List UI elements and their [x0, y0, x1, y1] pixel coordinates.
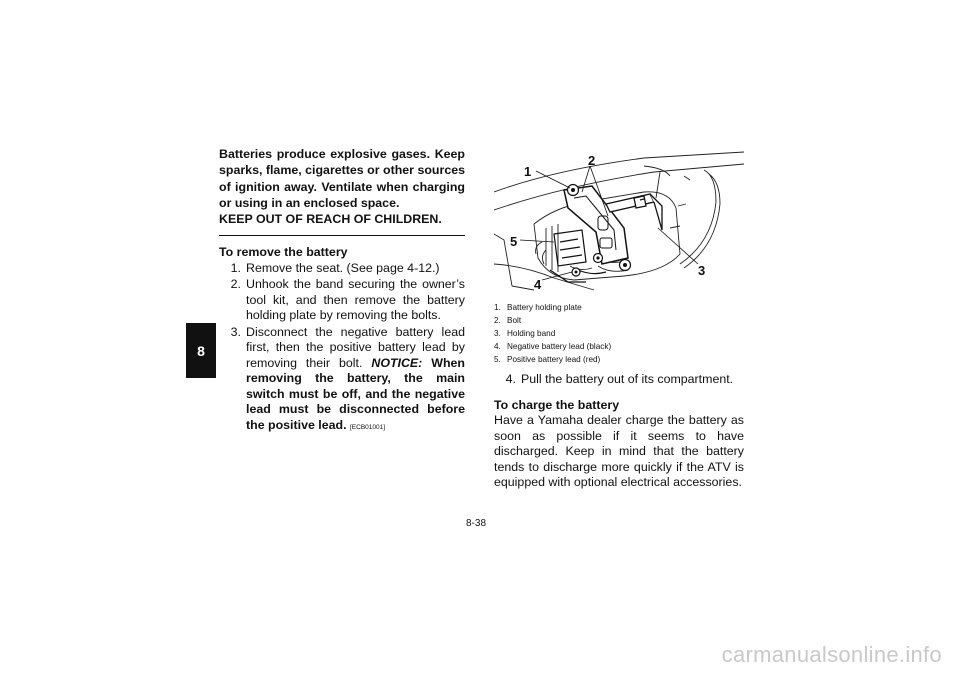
figure-label-3: 3 — [698, 263, 706, 278]
step-number: 3. — [230, 324, 241, 339]
page-number: 8-38 — [466, 518, 487, 529]
battery-figure — [494, 146, 744, 293]
step-item — [219, 277, 465, 324]
charge-battery-body: Have a Yamaha dealer charge the battery as soon as possible if it seems to have discharged. Keep in mind that the battery tends to discharge more quickly if the ATV is equipped with optional electrical accessories. — [494, 413, 744, 489]
callout-number: 2. — [494, 316, 501, 325]
callout-text: Holding band — [507, 329, 556, 338]
notice-label: NOTICE: — [371, 355, 423, 370]
battery-illustration — [494, 146, 744, 293]
step-number: 1. — [230, 260, 241, 275]
callout-item — [494, 353, 744, 366]
callout-number: 5. — [494, 355, 501, 364]
callout-item — [494, 314, 744, 327]
step-text: Pull the battery out of its compartment. — [521, 372, 734, 386]
step-number: 2. — [230, 277, 241, 292]
callout-text: Negative battery lead (black) — [507, 342, 612, 351]
warning-paragraph: Batteries produce explosive gases. Keep sparks, flame, cigarettes or other sources of ignition away. Ventilate when charging or using in an enclosed space. — [219, 147, 465, 210]
callout-item — [494, 327, 744, 340]
figure-label-5: 5 — [510, 234, 518, 249]
watermark-link[interactable]: carmanualsonline.info — [721, 642, 942, 667]
step-number: 4. — [505, 372, 516, 386]
notice-code: [ECB01001] — [349, 423, 386, 431]
left-column — [219, 146, 465, 436]
callout-number: 3. — [494, 329, 501, 338]
callout-number: 4. — [494, 342, 501, 351]
chapter-tab — [186, 323, 216, 378]
remove-battery-heading: To remove the battery — [219, 245, 348, 260]
step-text-with-notice — [246, 325, 465, 436]
figure-label-1: 1 — [524, 164, 532, 179]
figure-label-4: 4 — [534, 277, 542, 292]
callout-item — [494, 340, 744, 353]
warning-block — [219, 146, 465, 227]
callout-number: 1. — [494, 303, 501, 312]
callout-text: Positive battery lead (red) — [507, 355, 601, 364]
step-item — [219, 325, 465, 436]
step-text: Disconnect the negative battery lead first, then the positive battery lead by removing their bolt. — [246, 324, 465, 370]
chapter-tab-number: 8 — [197, 342, 205, 359]
notice-text: When removing the battery, the main switch must be off, and the negative lead must be disconnected before the positive lead. — [246, 355, 465, 432]
warning-caps-line: KEEP OUT OF REACH OF CHILDREN. — [219, 212, 442, 227]
callout-item — [494, 301, 744, 314]
figure-callout-list — [494, 301, 744, 366]
step-item — [219, 261, 465, 277]
remove-battery-steps — [219, 261, 465, 436]
charge-battery-heading: To charge the battery — [494, 397, 620, 412]
warning-divider — [219, 235, 465, 236]
figure-label-2: 2 — [588, 153, 596, 168]
callout-text: Battery holding plate — [507, 303, 582, 312]
step-item — [494, 372, 744, 388]
right-column — [494, 146, 744, 491]
step-text: Remove the seat. (See page 4-12.) — [246, 260, 440, 275]
step-text: Unhook the band securing the owner’s tool kit, and then remove the battery holding plate by removing the bolts. — [246, 277, 465, 323]
callout-text: Bolt — [507, 316, 522, 325]
